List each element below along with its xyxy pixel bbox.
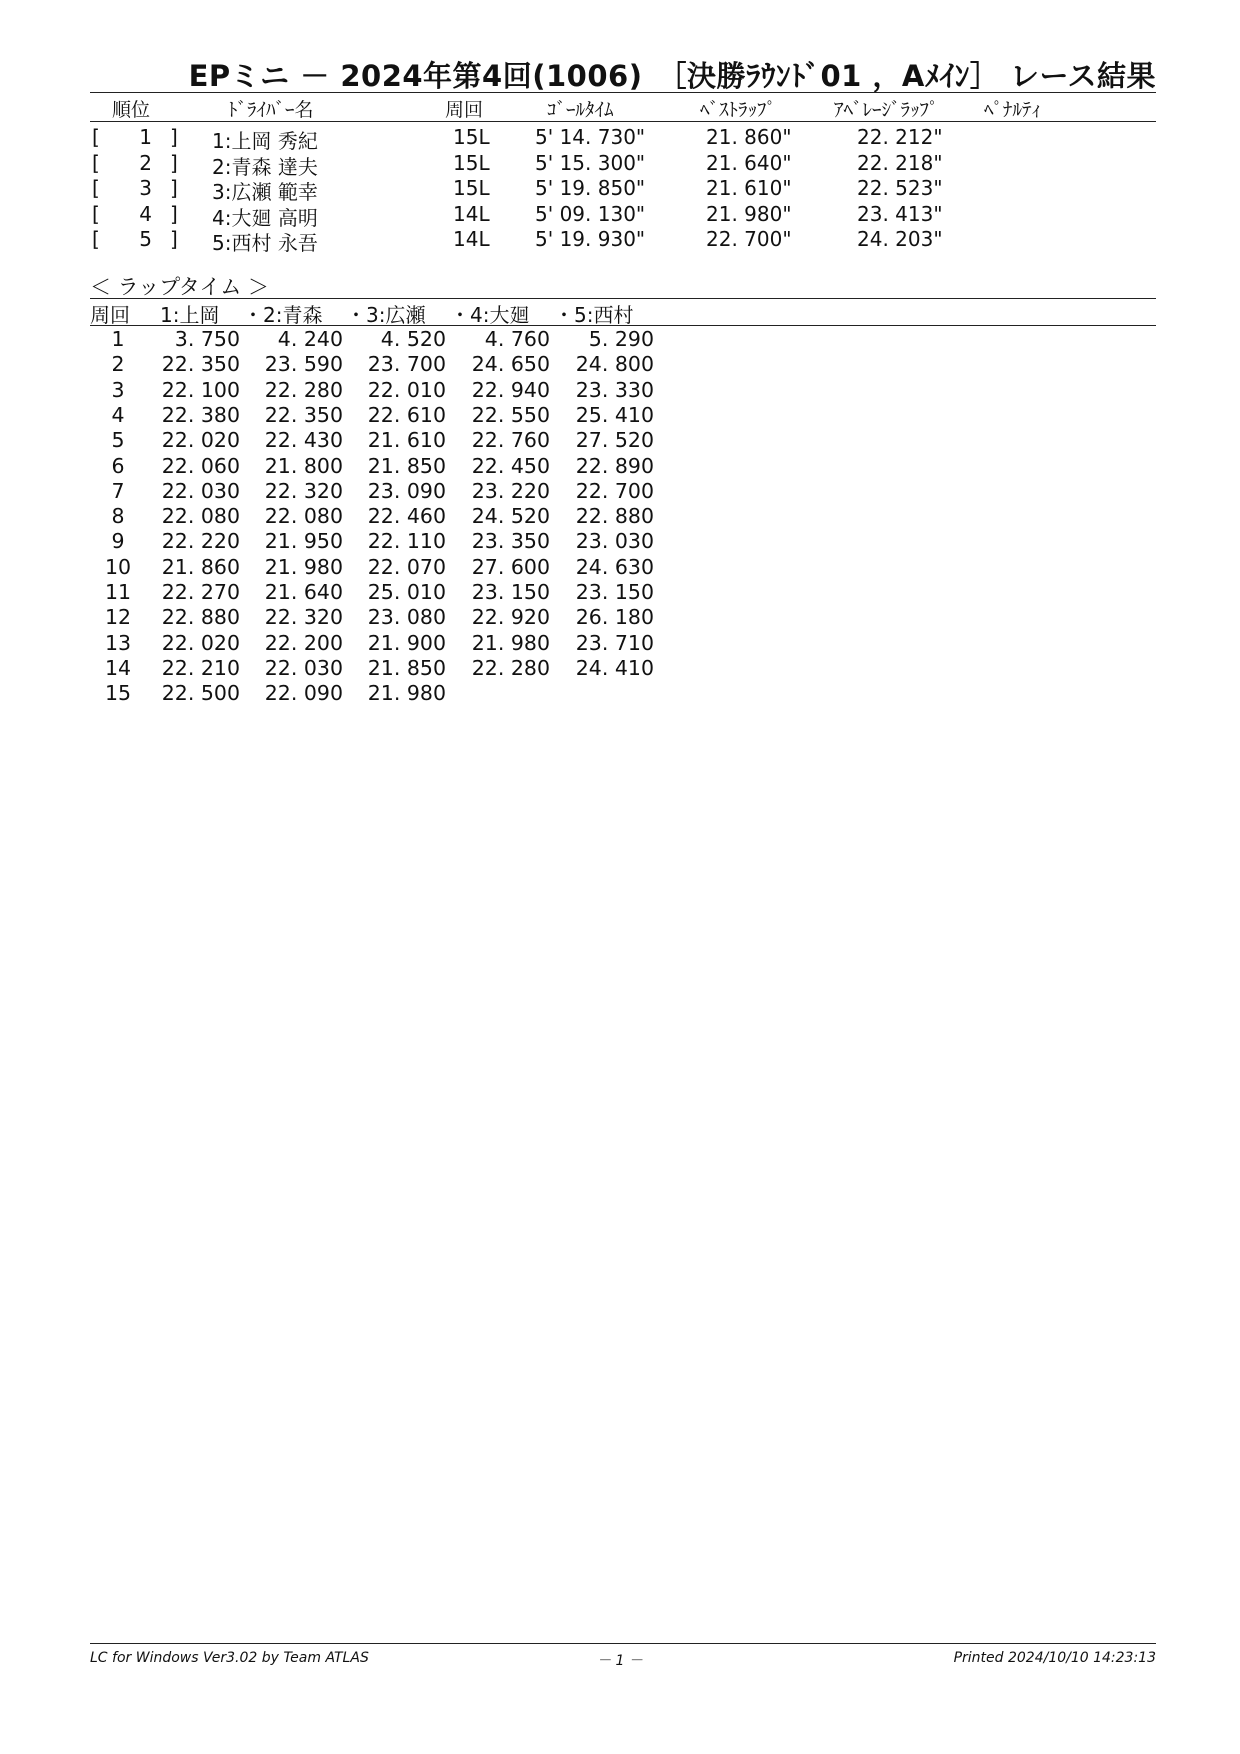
lap-time-driver-2: 22. 090 bbox=[264, 681, 343, 706]
header-rule-bottom bbox=[90, 121, 1156, 122]
col-header-best-lap: ﾍﾞｽﾄﾗｯﾌﾟ bbox=[700, 99, 777, 121]
lap-header-driver-1: 1:上岡 bbox=[160, 303, 220, 327]
lap-row bbox=[0, 681, 1240, 707]
lap-time-driver-4: 22. 280 bbox=[471, 655, 550, 680]
lap-time-driver-4: 4. 760 bbox=[484, 327, 550, 351]
lap-time-driver-5: 25. 410 bbox=[575, 402, 654, 427]
lap-time-driver-2: 22. 430 bbox=[264, 428, 343, 453]
lap-time-driver-2: 21. 640 bbox=[264, 580, 343, 604]
lap-row bbox=[0, 378, 1240, 404]
lap-time-driver-1: 22. 880 bbox=[161, 605, 240, 630]
lap-time-driver-2: 22. 350 bbox=[264, 402, 343, 427]
result-row bbox=[0, 151, 1240, 177]
laps-value: 15L bbox=[453, 176, 490, 200]
lap-time-driver-3: 21. 850 bbox=[367, 655, 446, 680]
lap-number: 15 bbox=[104, 681, 132, 706]
result-row bbox=[0, 125, 1240, 151]
lap-header-driver-4: ・4:大廻 bbox=[450, 303, 530, 327]
col-header-laps: 周回 bbox=[445, 99, 484, 121]
lap-time-driver-4: 22. 550 bbox=[471, 402, 550, 427]
lap-time-driver-2: 21. 800 bbox=[264, 453, 343, 478]
lap-row bbox=[0, 454, 1240, 480]
lap-time-driver-5: 24. 630 bbox=[575, 554, 654, 579]
best-lap-value: 22. 700" bbox=[706, 227, 792, 251]
lap-row bbox=[0, 428, 1240, 454]
lap-number: 5 bbox=[111, 428, 125, 453]
driver-name: 5:西村 永吾 bbox=[212, 231, 318, 255]
lap-row bbox=[0, 352, 1240, 378]
lap-time-driver-5: 23. 330 bbox=[575, 377, 654, 402]
lap-time-driver-3: 22. 070 bbox=[367, 554, 446, 579]
lap-number: 14 bbox=[104, 655, 132, 680]
position-value: 2 bbox=[139, 150, 152, 175]
goal-time-value: 5' 09. 130" bbox=[535, 201, 646, 226]
lap-header-driver-3: ・3:広瀬 bbox=[346, 303, 426, 327]
lap-time-driver-5: 23. 150 bbox=[575, 580, 654, 604]
lap-header-rule-bottom bbox=[90, 325, 1156, 326]
goal-time-value: 5' 19. 850" bbox=[535, 176, 646, 200]
lap-row bbox=[0, 327, 1240, 353]
col-header-driver: ﾄﾞﾗｲﾊﾞｰ名 bbox=[228, 99, 314, 121]
lap-time-driver-1: 21. 860 bbox=[161, 554, 240, 579]
lap-time-driver-3: 23. 080 bbox=[367, 605, 446, 630]
lap-number: 11 bbox=[104, 580, 132, 604]
lap-time-driver-5: 27. 520 bbox=[575, 428, 654, 453]
lap-number: 6 bbox=[111, 453, 125, 478]
position-bracket-close: ] bbox=[170, 201, 178, 226]
lap-time-driver-4: 22. 940 bbox=[471, 377, 550, 402]
lap-time-driver-1: 22. 210 bbox=[161, 655, 240, 680]
lap-row bbox=[0, 479, 1240, 505]
footer-software: LC for Windows Ver3.02 by Team ATLAS bbox=[90, 1650, 369, 1666]
lap-row bbox=[0, 656, 1240, 682]
lap-time-driver-2: 22. 320 bbox=[264, 478, 343, 503]
average-lap-value: 22. 523" bbox=[857, 176, 943, 200]
lap-time-driver-1: 22. 080 bbox=[161, 504, 240, 529]
lap-time-driver-2: 21. 950 bbox=[264, 529, 343, 554]
lap-time-driver-4: 22. 450 bbox=[471, 453, 550, 478]
lap-number: 12 bbox=[104, 605, 132, 630]
footer-printed-date: Printed 2024/10/10 14:23:13 bbox=[953, 1650, 1156, 1666]
laps-value: 15L bbox=[453, 150, 490, 175]
lap-row bbox=[0, 504, 1240, 530]
lap-time-driver-4: 23. 350 bbox=[471, 529, 550, 554]
lap-time-driver-1: 22. 500 bbox=[161, 681, 240, 706]
lap-time-driver-5: 22. 890 bbox=[575, 453, 654, 478]
lap-time-driver-3: 4. 520 bbox=[380, 327, 446, 351]
position-bracket-open: [ bbox=[92, 227, 100, 251]
position-bracket-close: ] bbox=[170, 176, 178, 200]
lap-times-title: ＜ ラップタイム ＞ bbox=[90, 275, 270, 299]
lap-time-driver-3: 21. 980 bbox=[367, 681, 446, 706]
lap-time-driver-3: 22. 610 bbox=[367, 402, 446, 427]
best-lap-value: 21. 610" bbox=[706, 176, 792, 200]
lap-time-driver-2: 22. 080 bbox=[264, 504, 343, 529]
lap-time-driver-3: 22. 010 bbox=[367, 377, 446, 402]
goal-time-value: 5' 14. 730" bbox=[535, 125, 646, 149]
best-lap-value: 21. 640" bbox=[706, 150, 792, 175]
footer-page-number: － 1 － bbox=[597, 1653, 643, 1669]
lap-time-driver-2: 22. 030 bbox=[264, 655, 343, 680]
lap-time-driver-3: 22. 460 bbox=[367, 504, 446, 529]
position-bracket-open: [ bbox=[92, 176, 100, 200]
lap-number: 13 bbox=[104, 630, 132, 655]
lap-time-driver-5: 5. 290 bbox=[588, 327, 654, 351]
position-bracket-open: [ bbox=[92, 125, 100, 149]
driver-name: 4:大廻 高明 bbox=[212, 205, 318, 230]
lap-time-driver-2: 22. 200 bbox=[264, 630, 343, 655]
lap-times-header bbox=[0, 299, 1240, 325]
lap-time-driver-5: 26. 180 bbox=[575, 605, 654, 630]
lap-number: 7 bbox=[111, 478, 125, 503]
lap-row bbox=[0, 529, 1240, 555]
best-lap-value: 21. 860" bbox=[706, 125, 792, 149]
position-value: 5 bbox=[139, 227, 152, 251]
lap-time-driver-1: 22. 030 bbox=[161, 478, 240, 503]
lap-number: 1 bbox=[111, 327, 125, 351]
lap-time-driver-1: 22. 020 bbox=[161, 428, 240, 453]
result-row bbox=[0, 202, 1240, 228]
driver-name: 2:青森 達夫 bbox=[212, 154, 318, 179]
lap-time-driver-1: 22. 100 bbox=[161, 377, 240, 402]
lap-time-driver-5: 22. 880 bbox=[575, 504, 654, 529]
lap-time-driver-5: 24. 410 bbox=[575, 655, 654, 680]
lap-time-driver-3: 23. 700 bbox=[367, 352, 446, 377]
lap-time-driver-3: 25. 010 bbox=[367, 580, 446, 604]
lap-time-driver-3: 22. 110 bbox=[367, 529, 446, 554]
lap-time-driver-4: 27. 600 bbox=[471, 554, 550, 579]
header-rule-top bbox=[90, 92, 1156, 93]
lap-time-driver-5: 24. 800 bbox=[575, 352, 654, 377]
lap-time-driver-5: 22. 700 bbox=[575, 478, 654, 503]
footer-rule bbox=[90, 1643, 1156, 1644]
lap-time-driver-4: 24. 650 bbox=[471, 352, 550, 377]
results-header bbox=[0, 95, 1240, 121]
lap-time-driver-1: 22. 220 bbox=[161, 529, 240, 554]
lap-header-lap: 周回 bbox=[90, 303, 130, 327]
laps-value: 14L bbox=[453, 227, 490, 251]
col-header-position: 順位 bbox=[112, 99, 151, 121]
lap-header-rule-top bbox=[90, 298, 1156, 299]
page-title: EPミニ － 2024年第4回(1006) ［決勝ﾗｳﾝﾄﾞ01 ，Aﾒｲﾝ］ レース結果 bbox=[188, 59, 1156, 93]
lap-time-driver-2: 21. 980 bbox=[264, 554, 343, 579]
lap-number: 3 bbox=[111, 377, 125, 402]
lap-time-driver-1: 22. 350 bbox=[161, 352, 240, 377]
lap-time-driver-3: 21. 900 bbox=[367, 630, 446, 655]
result-row bbox=[0, 227, 1240, 253]
lap-time-driver-1: 22. 020 bbox=[161, 630, 240, 655]
lap-number: 9 bbox=[111, 529, 125, 554]
position-bracket-open: [ bbox=[92, 150, 100, 175]
driver-name: 1:上岡 秀紀 bbox=[212, 129, 318, 153]
position-value: 3 bbox=[139, 176, 152, 200]
position-value: 4 bbox=[139, 201, 152, 226]
lap-row bbox=[0, 403, 1240, 429]
lap-time-driver-5: 23. 710 bbox=[575, 630, 654, 655]
goal-time-value: 5' 15. 300" bbox=[535, 150, 646, 175]
lap-time-driver-1: 22. 270 bbox=[161, 580, 240, 604]
lap-number: 8 bbox=[111, 504, 125, 529]
lap-time-driver-5: 23. 030 bbox=[575, 529, 654, 554]
lap-time-driver-2: 4. 240 bbox=[277, 327, 343, 351]
position-bracket-close: ] bbox=[170, 150, 178, 175]
lap-number: 10 bbox=[104, 554, 132, 579]
lap-time-driver-4: 23. 150 bbox=[471, 580, 550, 604]
lap-header-driver-5: ・5:西村 bbox=[554, 303, 634, 327]
lap-time-driver-2: 22. 280 bbox=[264, 377, 343, 402]
lap-number: 2 bbox=[111, 352, 125, 377]
lap-row bbox=[0, 605, 1240, 631]
lap-row bbox=[0, 555, 1240, 581]
lap-time-driver-4: 23. 220 bbox=[471, 478, 550, 503]
average-lap-value: 24. 203" bbox=[857, 227, 943, 251]
position-bracket-open: [ bbox=[92, 201, 100, 226]
lap-time-driver-1: 3. 750 bbox=[174, 327, 240, 351]
lap-time-driver-3: 21. 610 bbox=[367, 428, 446, 453]
lap-time-driver-1: 22. 380 bbox=[161, 402, 240, 427]
position-value: 1 bbox=[139, 125, 152, 149]
col-header-goal-time: ｺﾞｰﾙﾀｲﾑ bbox=[547, 99, 614, 121]
col-header-penalty: ﾍﾟﾅﾙﾃｨ bbox=[984, 99, 1042, 121]
lap-time-driver-4: 24. 520 bbox=[471, 504, 550, 529]
lap-time-driver-3: 21. 850 bbox=[367, 453, 446, 478]
lap-time-driver-2: 23. 590 bbox=[264, 352, 343, 377]
position-bracket-close: ] bbox=[170, 125, 178, 149]
result-row bbox=[0, 176, 1240, 202]
laps-value: 15L bbox=[453, 125, 490, 149]
goal-time-value: 5' 19. 930" bbox=[535, 227, 646, 251]
lap-time-driver-4: 22. 760 bbox=[471, 428, 550, 453]
lap-number: 4 bbox=[111, 402, 125, 427]
lap-time-driver-4: 21. 980 bbox=[471, 630, 550, 655]
lap-time-driver-2: 22. 320 bbox=[264, 605, 343, 630]
lap-time-driver-4: 22. 920 bbox=[471, 605, 550, 630]
lap-time-driver-1: 22. 060 bbox=[161, 453, 240, 478]
col-header-average-lap: ｱﾍﾞﾚｰｼﾞﾗｯﾌﾟ bbox=[834, 99, 939, 121]
lap-time-driver-3: 23. 090 bbox=[367, 478, 446, 503]
average-lap-value: 22. 218" bbox=[857, 150, 943, 175]
lap-header-driver-2: ・2:青森 bbox=[243, 303, 323, 327]
laps-value: 14L bbox=[453, 201, 490, 226]
lap-row bbox=[0, 580, 1240, 606]
lap-row bbox=[0, 631, 1240, 657]
driver-name: 3:広瀬 範幸 bbox=[212, 180, 318, 204]
position-bracket-close: ] bbox=[170, 227, 178, 251]
average-lap-value: 23. 413" bbox=[857, 201, 943, 226]
best-lap-value: 21. 980" bbox=[706, 201, 792, 226]
average-lap-value: 22. 212" bbox=[857, 125, 943, 149]
